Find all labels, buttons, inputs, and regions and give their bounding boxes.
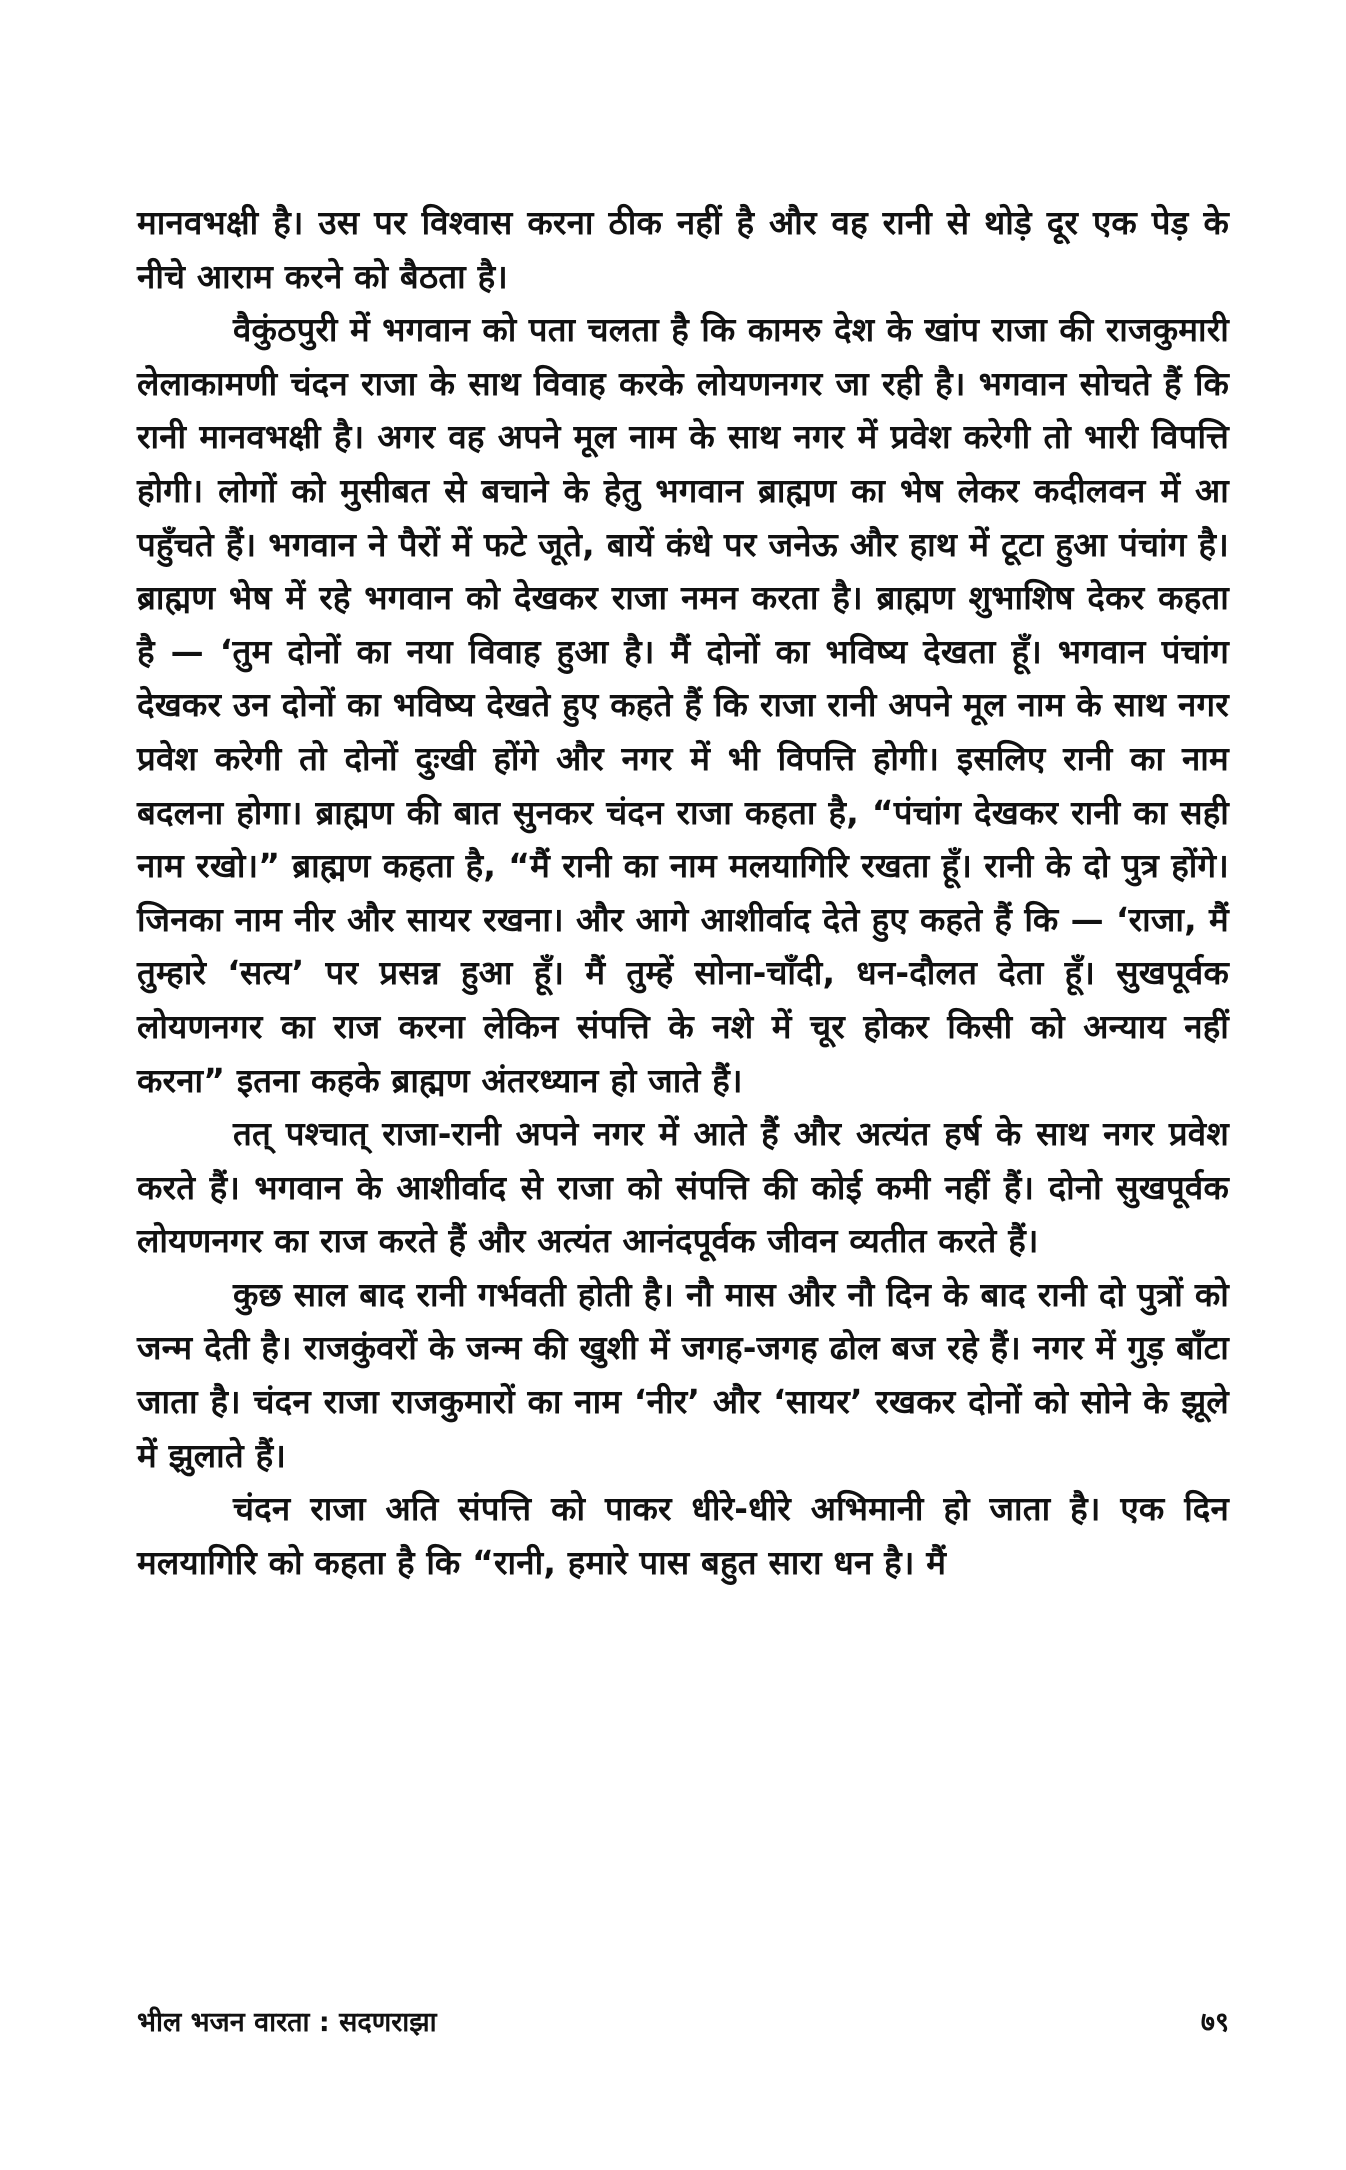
paragraph-vaikunthpuri: वैकुंठपुरी में भगवान को पता चलता है कि कामरु देश के खांप राजा की राजकुमारी लेलाकामणी चंदन राजा के साथ विवाह करके लोयणनगर जा रही है। भगवान सोचते हैं कि रानी मानवभक्षी है। अगर वह अपने मूल नाम के साथ नगर में प्रवेश करेगी तो भारी विपत्ति होगी। लोगों को मुसीबत से बचाने के हेतु भगवान ब्राह्मण का भेष लेकर कदीलवन में आ पहुँचते हैं। भगवान ने पैरों में फटे जूते, बायें कंधे पर जनेऊ और हाथ में टूटा हुआ पंचांग है। ब्राह्मण भेष में रहे भगवान को देखकर राजा नमन करता है। ब्राह्मण शुभाशिष देकर कहता है — ‘तुम दोनों का नया विवाह हुआ है। मैं दोनों का भविष्य देखता हूँ। भगवान पंचांग देखकर उन दोनों का भविष्य देखते हुए कहते हैं कि राजा रानी अपने मूल नाम के साथ नगर प्रवेश करेगी तो दोनों दुःखी होंगे और नगर में भी विपत्ति होगी। इसलिए रानी का नाम बदलना होगा। ब्राह्मण की बात सुनकर चंदन राजा कहता है, “पंचांग देखकर रानी का सही नाम रखो।” ब्राह्मण कहता है, “मैं रानी का नाम मलयागिरि रखता हूँ। रानी के दो पुत्र होंगे। जिनका नाम नीर और सायर रखना। और आगे आशीर्वाद देते हुए कहते हैं कि — ‘राजा, मैं तुम्हारे ‘सत्य’ पर प्रसन्न हुआ हूँ। मैं तुम्हें सोना-चाँदी, धन-दौलत देता हूँ। सुखपूर्वक लोयणनगर का राज करना लेकिन संपत्ति के नशे में चूर होकर किसी को अन्याय नहीं करना” इतना कहके ब्राह्मण अंतरध्यान हो जाते हैं। xyxy=(137,310,1229,1100)
footer-book-title: भील भजन वारता : सदणराझा xyxy=(137,2007,437,2038)
paragraph-continuation: मानवभक्षी है। उस पर विश्वास करना ठीक नहीं है और वह रानी से थोड़े दूर एक पेड़ के नीचे आराम करने को बैठता है। xyxy=(137,203,1229,296)
page-body xyxy=(137,196,1229,1589)
page-footer xyxy=(137,2002,1229,2046)
paragraph-rani-garbhvati: कुछ साल बाद रानी गर्भवती होती है। नौ मास और नौ दिन के बाद रानी दो पुत्रों को जन्म देती है। राजकुंवरों के जन्म की खुशी में जगह-जगह ढोल बज रहे हैं। नगर में गुड़ बाँटा जाता है। चंदन राजा राजकुमारों का नाम ‘नीर’ और ‘सायर’ रखकर दोनों को सोने के झूले में झुलाते हैं। xyxy=(137,1274,1229,1475)
paragraph-nagar-pravesh: तत् पश्चात् राजा-रानी अपने नगर में आते हैं और अत्यंत हर्ष के साथ नगर प्रवेश करते हैं। भगवान के आशीर्वाद से राजा को संपत्ति की कोई कमी नहीं हैं। दोनो सुखपूर्वक लोयणनगर का राज करते हैं और अत्यंत आनंदपूर्वक जीवन व्यतीत करते हैं। xyxy=(137,1114,1229,1261)
footer-page-number: ७९ xyxy=(1200,2007,1229,2038)
paragraph-chandan-raja: चंदन राजा अति संपत्ति को पाकर धीरे-धीरे अभिमानी हो जाता है। एक दिन मलयागिरि को कहता है कि “रानी, हमारे पास बहुत सारा धन है। मैं xyxy=(137,1489,1229,1582)
